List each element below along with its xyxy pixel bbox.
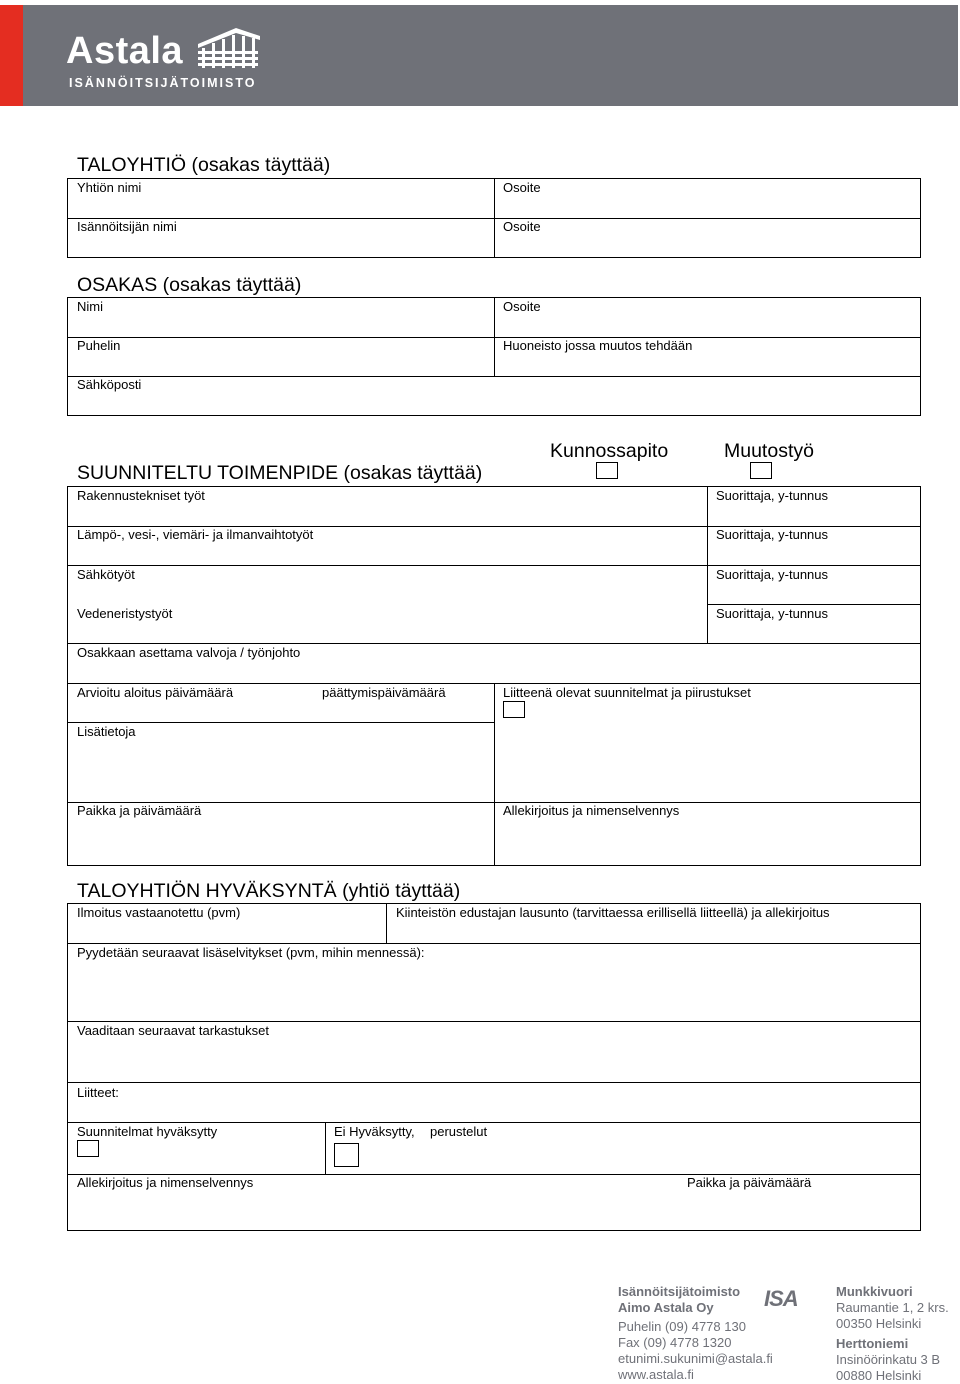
work-type-waterproofing[interactable]: Vedeneristystyöt [77,606,173,621]
inspections-field[interactable]: Vaaditaan seuraavat tarkastukset [77,1023,269,1038]
divider [68,1021,920,1022]
logo-name: Astala [66,30,184,72]
osakas-title: OSAKAS (osakas täyttää) [77,274,302,296]
owner-name-field[interactable]: Nimi [77,299,103,314]
not-approved-checkbox[interactable] [334,1143,359,1167]
divider [325,1122,326,1175]
apartment-field[interactable]: Huoneisto jossa muutos tehdään [503,338,693,353]
building-logo-icon [196,26,262,70]
muutostyo-checkbox[interactable] [750,462,772,479]
divider [707,604,920,605]
place-date-field[interactable]: Paikka ja päivämäärä [77,803,202,818]
requests-field[interactable]: Pyydetään seuraavat lisäselvitykset (pvm, mihin mennessä): [77,945,425,960]
hyvaksynta-title: TALOYHTIÖN HYVÄKSYNTÄ (yhtiö täyttää) [77,880,461,902]
end-date-field[interactable]: päättymispäivämäärä [322,685,446,700]
divider [68,722,494,723]
company-address-field[interactable]: Osoite [503,180,541,195]
footer-office2-city: 00880 Helsinki [836,1368,922,1383]
divider [68,1122,920,1123]
received-date-field[interactable]: Ilmoitus vastaanotettu (pvm) [77,905,241,920]
owner-email-field[interactable]: Sähköposti [77,377,142,392]
footer-company-line2: Aimo Astala Oy [618,1300,714,1315]
divider [68,643,920,644]
osakas-form [67,297,921,416]
work-type-electrical[interactable]: Sähkötyöt [77,567,135,582]
footer-office2-name: Herttoniemi [836,1336,909,1351]
divider [68,565,920,566]
footer-offices [836,1284,949,1384]
footer-office1-city: 00350 Helsinki [836,1316,922,1331]
kunnossapito-checkbox[interactable] [596,462,618,479]
header-red-stripe [0,5,23,106]
footer-phone: Puhelin (09) 4778 130 [618,1319,746,1334]
logo-subtitle: ISÄNNÖITSIJÄTOIMISTO [69,76,257,90]
taloyhtio-form [67,178,921,258]
divider [494,179,495,257]
col-kunnossapito: Kunnossapito [550,440,669,462]
approved-label: Suunnitelmat hyväksytty [77,1124,218,1139]
statement-field[interactable]: Kiinteistön edustajan lausunto (tarvittaessa erillisellä liitteellä) ja allekirjoitus [396,905,830,920]
toimenpide-title: SUUNNITELTU TOIMENPIDE (osakas täyttää) [77,462,483,484]
owner-address-field[interactable]: Osoite [503,299,541,314]
divider [494,298,495,377]
signature-field[interactable]: Allekirjoitus ja nimenselvennys [503,803,680,818]
footer-company [618,1284,773,1383]
taloyhtio-title: TALOYHTIÖ (osakas täyttää) [77,154,331,176]
manager-name-field[interactable]: Isännöitsijän nimi [77,219,177,234]
footer-email[interactable]: etunimi.sukunimi@astala.fi [618,1351,773,1366]
attachments-field[interactable]: Liitteet: [77,1085,119,1100]
divider [68,943,920,944]
additional-info-field[interactable]: Lisätietoja [77,724,136,739]
attachments-checkbox[interactable] [503,701,525,718]
footer-office1-street: Raumantie 1, 2 krs. [836,1300,949,1315]
manager-address-field[interactable]: Osoite [503,219,541,234]
footer-company-line1: Isännöitsijätoimisto [618,1284,741,1299]
divider [707,487,708,644]
col-muutostyo: Muutostyö [724,440,814,462]
isa-logo-icon: ISA [764,1286,798,1311]
contractor-field[interactable]: Suorittaja, y-tunnus [716,488,829,503]
footer-web[interactable]: www.astala.fi [618,1367,694,1382]
start-date-field[interactable]: Arvioitu aloitus päivämäärä [77,685,234,700]
contractor-field[interactable]: Suorittaja, y-tunnus [716,527,829,542]
owner-phone-field[interactable]: Puhelin [77,338,121,353]
footer-fax: Fax (09) 4778 1320 [618,1335,732,1350]
supervisor-field[interactable]: Osakkaan asettama valvoja / työnjohto [77,645,301,660]
company-signature-field[interactable]: Allekirjoitus ja nimenselvennys [77,1175,254,1190]
divider [494,683,495,865]
work-type-hvac[interactable]: Lämpö-, vesi-, viemäri- ja ilmanvaihtotyöt [77,527,314,542]
toimenpide-form [67,486,921,866]
divider [68,1082,920,1083]
approved-checkbox[interactable] [77,1140,99,1157]
hyvaksynta-form [67,903,921,1231]
not-approved-label: Ei Hyväksytty, [334,1124,415,1139]
divider [386,904,387,944]
contractor-field[interactable]: Suorittaja, y-tunnus [716,567,829,582]
work-type-structural[interactable]: Rakennustekniset työt [77,488,205,503]
company-name-field[interactable]: Yhtiön nimi [77,180,142,195]
reasons-label[interactable]: perustelut [430,1124,488,1139]
company-place-date-field[interactable]: Paikka ja päivämäärä [687,1175,812,1190]
footer-office2-street: Insinöörinkatu 3 B [836,1352,941,1367]
contractor-field[interactable]: Suorittaja, y-tunnus [716,606,829,621]
attachments-label: Liitteenä olevat suunnitelmat ja piirustukset [503,685,751,700]
footer-office1-name: Munkkivuori [836,1284,913,1299]
